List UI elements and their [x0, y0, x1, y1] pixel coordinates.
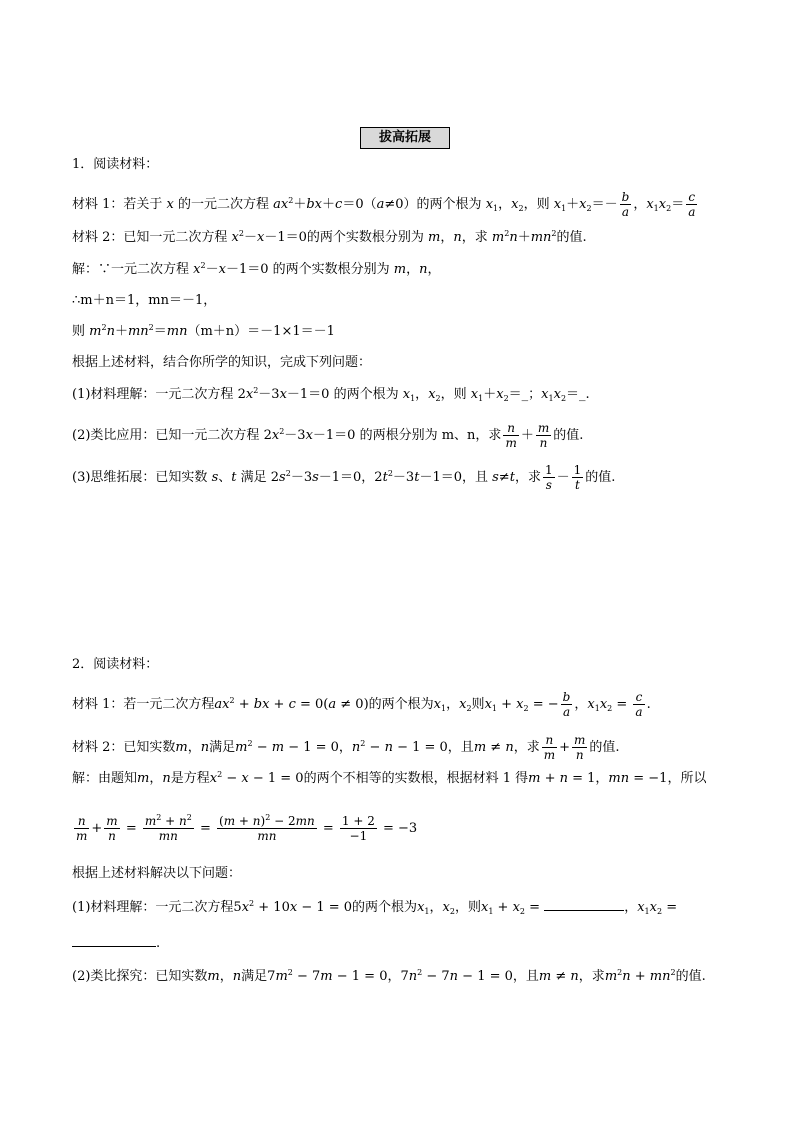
q2-part-2: (2)类比探究：已知实数m，n满足$7m^2 - 7m - 1 = 0$，$7n^2 - 7n - 1 = 0$，且m ≠ n，求$m^2n + mn^2$的值. — [72, 968, 706, 984]
answer-blank-product[interactable] — [72, 946, 156, 947]
q1-part-3: (3)思维拓展：已知实数 s、t 满足 $2s^2-3s-1=0$，$2t^2-3t-1=0$，且 s≠t，求 $\frac{1}{s}$ － $\frac{1}{t}$ 的值. — [72, 463, 616, 492]
q2-solution-line-2: $\frac{n}{m}$ + $\frac{m}{n}$ = $\frac{m^2 + n^2}{mn}$ = $\frac{(m + n)^2 - 2mn}{mn}$ = $\frac{1 + 2}{-1}$ = −3 — [76, 813, 418, 843]
q1-solution-line-3: 则 $m^2n+mn^2=mn(m+n)=-1\times 1=-1$ — [72, 323, 335, 339]
q1-heading: 1．阅读材料： — [72, 157, 159, 172]
fraction-b-over-a: $\frac{b}{a}$ — [621, 190, 630, 219]
q2-intro: 根据上述材料解决以下问题： — [72, 866, 242, 881]
q2-heading: 2．阅读材料： — [72, 657, 159, 672]
q1-part-1: (1)材料理解：一元二次方程 $2x^2-3x-1=0$ 的两个根为 $x_1$，$x_2$，则 $x_1+x_2=\_$；$x_1x_2=\_$. — [72, 386, 590, 403]
q2-part-1-continued: . — [72, 935, 160, 953]
q1-material-1: 材料 1：若关于 x 的一元二次方程 $ax^2+bx+c=0(a\ne 0)$的两个根为 $x_1$，$x_2$，则 $x_1+x_2=-$ $\frac{b}{a}$ ，$x_1x_2=$ $\frac{c}{a}$ — [72, 190, 696, 219]
answer-blank-sum[interactable] — [544, 910, 624, 911]
q2-solution-line-1: 解：由题知m，n是方程$x^2 - x - 1 = 0$的两个不相等的实数根，根据材料 1 得m + n = 1，mn = −1，所以 — [72, 770, 707, 786]
q1-solution-line-1: 解：∵一元二次方程 $x^2-x-1=0$ 的两个实数根分别为 m，n， — [72, 261, 441, 277]
q1-intro: 根据上述材料，结合你所学的知识，完成下列问题： — [72, 355, 372, 370]
q1-material-2: 材料 2：已知一元二次方程 $x^2-x-1=0$的两个实数根分别为 m，n，求 $m^2n+mn^2$的值. — [72, 229, 587, 245]
q1-solution-line-2: ∴m＋n＝1，mn＝－1， — [72, 293, 217, 308]
q2-material-2: 材料 2：已知实数m，n满足$m^2 - m - 1 = 0$，$n^2 - n - 1 = 0$，且m ≠ n，求 $\frac{n}{m}$ + $\frac{m}{n}$ 的值. — [72, 733, 620, 762]
section-title: 拔高拓展 — [360, 127, 450, 149]
q2-part-1: (1)材料理解：一元二次方程$5x^2 + 10x - 1 = 0$的两个根为$x_1$，$x_2$，则$x_1 + x_2$ = ，$x_1x_2$ = — [72, 899, 678, 916]
q2-material-1: 材料 1：若一元二次方程$ax^2$ + bx + c = 0(a ≠ 0)的两个根为$x_1$，$x_2$则$x_1 + x_2$ = − $\frac{b}{a}$ ，$x_1x_2$ = $\frac{c}{a}$ . — [72, 690, 651, 719]
fraction-c-over-a: $\frac{c}{a}$ — [688, 190, 696, 219]
q1-part-2: (2)类比应用：已知一元二次方程 $2x^2-3x-1=0$ 的两根分别为 m、n，求 $\frac{n}{m}$ ＋ $\frac{m}{n}$ 的值. — [72, 421, 584, 450]
